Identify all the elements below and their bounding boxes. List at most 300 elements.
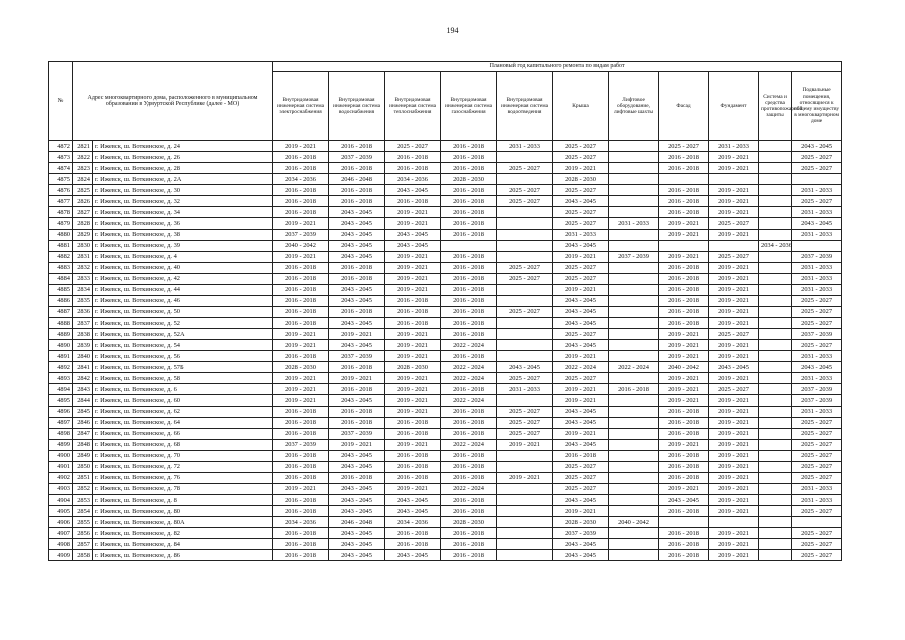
repair-period-cell: 2019 - 2021 — [709, 340, 759, 351]
address-cell: г. Ижевск, ш. Воткинское, д. 8 — [93, 495, 273, 506]
repair-period-cell: 2019 - 2021 — [709, 439, 759, 450]
row-number-cell: 4874 — [49, 163, 73, 174]
repair-period-cell: 2025 - 2027 — [497, 262, 553, 273]
repair-period-cell: 2016 - 2018 — [441, 251, 497, 262]
repair-period-cell: 2043 - 2045 — [792, 141, 842, 152]
table-row — [49, 251, 842, 262]
repair-period-cell: 2016 - 2018 — [659, 273, 709, 284]
repair-period-cell: 2025 - 2027 — [553, 152, 609, 163]
repair-period-cell: 2016 - 2018 — [329, 472, 385, 483]
row-number-cell: 4890 — [49, 340, 73, 351]
address-cell: г. Ижевск, ш. Воткинское, д. 60 — [93, 395, 273, 406]
repair-period-cell: 2043 - 2045 — [329, 229, 385, 240]
row-id-cell: 2845 — [73, 406, 93, 417]
repair-period-cell: 2019 - 2021 — [659, 395, 709, 406]
row-id-cell: 2853 — [73, 495, 93, 506]
address-cell: г. Ижевск, ш. Воткинское, д. 39 — [93, 240, 273, 251]
address-cell: г. Ижевск, ш. Воткинское, д. 42 — [93, 273, 273, 284]
repair-period-cell — [759, 141, 792, 152]
repair-period-cell: 2025 - 2027 — [792, 550, 842, 561]
row-id-cell: 2829 — [73, 229, 93, 240]
repair-period-cell: 2016 - 2018 — [659, 450, 709, 461]
repair-period-cell: 2022 - 2024 — [609, 362, 659, 373]
repair-period-cell — [609, 174, 659, 185]
repair-period-cell — [497, 395, 553, 406]
repair-period-cell: 2037 - 2039 — [792, 251, 842, 262]
row-number-cell: 4873 — [49, 152, 73, 163]
row-number-cell: 4889 — [49, 329, 73, 340]
repair-period-cell — [609, 417, 659, 428]
repair-period-cell — [759, 450, 792, 461]
row-id-cell: 2846 — [73, 417, 93, 428]
repair-period-cell: 2034 - 2036 — [273, 517, 329, 528]
table-row — [49, 229, 842, 240]
repair-period-cell: 2043 - 2045 — [792, 362, 842, 373]
repair-period-cell: 2016 - 2018 — [385, 472, 441, 483]
repair-period-cell: 2040 - 2042 — [659, 362, 709, 373]
repair-period-cell: 2019 - 2021 — [385, 284, 441, 295]
repair-period-cell: 2019 - 2021 — [385, 340, 441, 351]
address-cell: г. Ижевск, ш. Воткинское, д. 4 — [93, 251, 273, 262]
repair-period-cell: 2019 - 2021 — [497, 439, 553, 450]
address-cell: г. Ижевск, ш. Воткинское, д. 78 — [93, 483, 273, 494]
column-header-work-type: Внутридомовая инженерная система водоснабжения — [329, 72, 385, 141]
row-number-cell: 4893 — [49, 373, 73, 384]
row-id-cell: 2852 — [73, 483, 93, 494]
repair-period-cell: 2025 - 2027 — [792, 461, 842, 472]
repair-period-cell: 2028 - 2030 — [441, 174, 497, 185]
repair-period-cell: 2019 - 2021 — [709, 284, 759, 295]
repair-period-cell — [497, 174, 553, 185]
repair-period-cell: 2031 - 2033 — [792, 262, 842, 273]
repair-period-cell: 2043 - 2045 — [553, 550, 609, 561]
repair-period-cell: 2043 - 2045 — [329, 483, 385, 494]
repair-period-cell: 2037 - 2039 — [329, 351, 385, 362]
repair-period-cell: 2019 - 2021 — [385, 329, 441, 340]
column-header-work-type: Система и средства противопожарной защиты — [759, 72, 792, 141]
address-cell: г. Ижевск, ш. Воткинское, д. 62 — [93, 406, 273, 417]
repair-period-cell — [792, 240, 842, 251]
repair-period-cell: 2019 - 2021 — [273, 218, 329, 229]
repair-period-cell: 2028 - 2030 — [385, 362, 441, 373]
repair-period-cell: 2043 - 2045 — [553, 240, 609, 251]
repair-period-cell: 2019 - 2021 — [709, 539, 759, 550]
repair-period-cell — [709, 174, 759, 185]
repair-period-cell — [759, 262, 792, 273]
repair-period-cell: 2016 - 2018 — [273, 295, 329, 306]
repair-period-cell — [497, 450, 553, 461]
repair-period-cell: 2016 - 2018 — [329, 406, 385, 417]
repair-period-cell: 2037 - 2039 — [609, 251, 659, 262]
table-row — [49, 539, 842, 550]
table-row — [49, 395, 842, 406]
repair-period-cell: 2019 - 2021 — [709, 450, 759, 461]
repair-period-cell: 2016 - 2018 — [441, 461, 497, 472]
repair-period-cell — [497, 152, 553, 163]
repair-period-cell — [497, 550, 553, 561]
repair-period-cell — [759, 306, 792, 317]
repair-period-cell — [497, 351, 553, 362]
repair-period-cell: 2034 - 2036 — [385, 517, 441, 528]
table-row — [49, 362, 842, 373]
repair-period-cell: 2019 - 2021 — [553, 506, 609, 517]
row-id-cell: 2825 — [73, 185, 93, 196]
repair-period-cell: 2016 - 2018 — [659, 284, 709, 295]
repair-period-cell: 2019 - 2021 — [709, 273, 759, 284]
repair-period-cell: 2016 - 2018 — [659, 295, 709, 306]
repair-period-cell: 2031 - 2033 — [792, 373, 842, 384]
repair-period-cell — [659, 240, 709, 251]
repair-period-cell: 2016 - 2018 — [441, 273, 497, 284]
column-header-work-type: Фундамент — [709, 72, 759, 141]
column-header-work-type: Подвальные помещения, относящиеся к общему имуществу в многоквартирном доме — [792, 72, 842, 141]
repair-period-cell: 2043 - 2045 — [553, 306, 609, 317]
row-number-cell: 4905 — [49, 506, 73, 517]
repair-period-cell — [609, 284, 659, 295]
repair-period-cell: 2016 - 2018 — [385, 461, 441, 472]
repair-period-cell: 2016 - 2018 — [329, 141, 385, 152]
table-row — [49, 284, 842, 295]
table-row — [49, 472, 842, 483]
repair-period-cell: 2016 - 2018 — [659, 185, 709, 196]
repair-period-cell: 2034 - 2036 — [385, 174, 441, 185]
repair-period-cell: 2025 - 2027 — [792, 428, 842, 439]
repair-period-cell: 2016 - 2018 — [273, 152, 329, 163]
repair-period-cell: 2031 - 2033 — [792, 351, 842, 362]
repair-period-cell: 2025 - 2027 — [792, 196, 842, 207]
column-header-work-type: Внутридомовая инженерная система водоотведения — [497, 72, 553, 141]
row-id-cell: 2856 — [73, 528, 93, 539]
repair-period-cell — [609, 450, 659, 461]
repair-period-cell: 2016 - 2018 — [273, 318, 329, 329]
row-id-cell: 2824 — [73, 174, 93, 185]
row-number-cell: 4896 — [49, 406, 73, 417]
table-row — [49, 439, 842, 450]
repair-period-cell: 2016 - 2018 — [441, 229, 497, 240]
repair-period-cell: 2019 - 2021 — [385, 207, 441, 218]
repair-period-cell — [759, 406, 792, 417]
address-cell: г. Ижевск, ш. Воткинское, д. 6 — [93, 384, 273, 395]
repair-period-cell: 2019 - 2021 — [709, 196, 759, 207]
repair-period-cell: 2025 - 2027 — [553, 329, 609, 340]
address-cell: г. Ижевск, ш. Воткинское, д. 54 — [93, 340, 273, 351]
address-cell: г. Ижевск, ш. Воткинское, д. 24 — [93, 141, 273, 152]
repair-period-cell: 2016 - 2018 — [659, 539, 709, 550]
repair-period-cell: 2025 - 2027 — [792, 306, 842, 317]
column-header-work-type: Лифтовое оборудование, лифтовые шахты — [609, 72, 659, 141]
repair-period-cell: 2043 - 2045 — [497, 362, 553, 373]
repair-period-cell: 2043 - 2045 — [553, 295, 609, 306]
repair-period-cell: 2016 - 2018 — [273, 428, 329, 439]
repair-period-cell: 2016 - 2018 — [329, 196, 385, 207]
repair-period-cell: 2019 - 2021 — [659, 351, 709, 362]
repair-period-cell: 2016 - 2018 — [659, 196, 709, 207]
repair-period-cell: 2043 - 2045 — [329, 218, 385, 229]
repair-period-cell — [759, 528, 792, 539]
repair-period-cell: 2016 - 2018 — [659, 152, 709, 163]
row-id-cell: 2828 — [73, 218, 93, 229]
repair-period-cell: 2025 - 2027 — [497, 163, 553, 174]
address-cell: г. Ижевск, ш. Воткинское, д. 86 — [93, 550, 273, 561]
table-row — [49, 273, 842, 284]
repair-period-cell: 2019 - 2021 — [273, 395, 329, 406]
repair-period-cell — [609, 539, 659, 550]
repair-period-cell — [609, 318, 659, 329]
address-cell: г. Ижевск, ш. Воткинское, д. 2А — [93, 174, 273, 185]
row-id-cell: 2835 — [73, 295, 93, 306]
row-number-cell: 4883 — [49, 262, 73, 273]
repair-period-cell: 2019 - 2021 — [709, 417, 759, 428]
repair-period-cell: 2016 - 2018 — [609, 384, 659, 395]
repair-period-cell — [609, 461, 659, 472]
repair-period-cell — [759, 318, 792, 329]
repair-period-cell: 2016 - 2018 — [441, 218, 497, 229]
repair-period-cell: 2019 - 2021 — [553, 395, 609, 406]
row-number-cell: 4901 — [49, 461, 73, 472]
repair-period-cell: 2019 - 2021 — [659, 384, 709, 395]
table-row — [49, 163, 842, 174]
repair-period-cell: 2016 - 2018 — [273, 273, 329, 284]
repair-period-cell: 2043 - 2045 — [329, 450, 385, 461]
row-number-cell: 4888 — [49, 318, 73, 329]
repair-period-cell: 2043 - 2045 — [329, 495, 385, 506]
repair-period-cell: 2016 - 2018 — [441, 417, 497, 428]
repair-period-cell: 2019 - 2021 — [659, 439, 709, 450]
repair-period-cell: 2019 - 2021 — [385, 395, 441, 406]
repair-period-cell: 2019 - 2021 — [385, 262, 441, 273]
repair-period-cell: 2043 - 2045 — [329, 284, 385, 295]
repair-period-cell: 2016 - 2018 — [659, 406, 709, 417]
repair-period-cell — [759, 207, 792, 218]
repair-period-cell: 2031 - 2033 — [792, 229, 842, 240]
repair-period-cell: 2022 - 2024 — [441, 362, 497, 373]
repair-period-cell: 2043 - 2045 — [385, 495, 441, 506]
repair-period-cell: 2025 - 2027 — [709, 251, 759, 262]
table-row — [49, 318, 842, 329]
table-row — [49, 329, 842, 340]
repair-period-cell: 2019 - 2021 — [385, 218, 441, 229]
row-number-cell: 4880 — [49, 229, 73, 240]
address-cell: г. Ижевск, ш. Воткинское, д. 56 — [93, 351, 273, 362]
repair-period-cell: 2016 - 2018 — [385, 152, 441, 163]
repair-period-cell: 2019 - 2021 — [659, 229, 709, 240]
repair-period-cell: 2043 - 2045 — [385, 185, 441, 196]
repair-period-cell: 2025 - 2027 — [792, 318, 842, 329]
row-number-cell: 4885 — [49, 284, 73, 295]
repair-period-cell — [759, 517, 792, 528]
repair-period-cell: 2019 - 2021 — [385, 273, 441, 284]
repair-period-cell: 2019 - 2021 — [385, 406, 441, 417]
repair-period-cell: 2016 - 2018 — [273, 196, 329, 207]
repair-period-cell: 2016 - 2018 — [441, 384, 497, 395]
repair-period-cell — [609, 439, 659, 450]
repair-period-cell: 2019 - 2021 — [709, 550, 759, 561]
repair-period-cell — [609, 329, 659, 340]
repair-period-cell — [497, 240, 553, 251]
row-id-cell: 2822 — [73, 152, 93, 163]
address-cell: г. Ижевск, ш. Воткинское, д. 32 — [93, 196, 273, 207]
table-row — [49, 506, 842, 517]
repair-period-cell: 2031 - 2033 — [553, 229, 609, 240]
repair-period-cell: 2016 - 2018 — [441, 406, 497, 417]
repair-period-cell: 2025 - 2027 — [385, 141, 441, 152]
repair-period-cell: 2016 - 2018 — [659, 207, 709, 218]
repair-period-cell: 2019 - 2021 — [659, 373, 709, 384]
repair-period-cell: 2016 - 2018 — [273, 306, 329, 317]
repair-period-cell: 2025 - 2027 — [553, 472, 609, 483]
row-number-cell: 4892 — [49, 362, 73, 373]
repair-period-cell — [497, 318, 553, 329]
repair-period-cell — [609, 306, 659, 317]
repair-period-cell: 2016 - 2018 — [273, 185, 329, 196]
address-cell: г. Ижевск, ш. Воткинское, д. 58 — [93, 373, 273, 384]
repair-period-cell: 2019 - 2021 — [385, 251, 441, 262]
repair-period-cell: 2016 - 2018 — [441, 295, 497, 306]
address-cell: г. Ижевск, ш. Воткинское, д. 66 — [93, 428, 273, 439]
repair-period-cell: 2019 - 2021 — [709, 472, 759, 483]
repair-period-cell: 2034 - 2036 — [759, 240, 792, 251]
repair-period-cell: 2016 - 2018 — [385, 295, 441, 306]
row-id-cell: 2823 — [73, 163, 93, 174]
table-row — [49, 550, 842, 561]
row-number-cell: 4902 — [49, 472, 73, 483]
table-row — [49, 306, 842, 317]
repair-period-cell: 2025 - 2027 — [709, 218, 759, 229]
repair-period-cell: 2016 - 2018 — [441, 428, 497, 439]
repair-period-cell: 2025 - 2027 — [497, 373, 553, 384]
repair-period-cell: 2043 - 2045 — [329, 295, 385, 306]
repair-period-cell — [609, 340, 659, 351]
repair-period-cell: 2016 - 2018 — [659, 506, 709, 517]
table-body — [49, 141, 842, 561]
row-number-cell: 4907 — [49, 528, 73, 539]
repair-period-cell: 2019 - 2021 — [553, 384, 609, 395]
row-number-cell: 4875 — [49, 174, 73, 185]
row-id-cell: 2854 — [73, 506, 93, 517]
repair-period-cell: 2016 - 2018 — [441, 207, 497, 218]
repair-period-cell: 2019 - 2021 — [329, 373, 385, 384]
address-cell: г. Ижевск, ш. Воткинское, д. 57Б — [93, 362, 273, 373]
row-id-cell: 2836 — [73, 306, 93, 317]
repair-period-cell: 2016 - 2018 — [441, 306, 497, 317]
address-cell: г. Ижевск, ш. Воткинское, д. 68 — [93, 439, 273, 450]
repair-period-cell — [609, 428, 659, 439]
repair-period-cell: 2016 - 2018 — [441, 495, 497, 506]
address-cell: г. Ижевск, ш. Воткинское, д. 50 — [93, 306, 273, 317]
repair-period-cell: 2016 - 2018 — [273, 550, 329, 561]
repair-period-cell: 2019 - 2021 — [329, 329, 385, 340]
repair-period-cell: 2025 - 2027 — [497, 196, 553, 207]
row-id-cell: 2840 — [73, 351, 93, 362]
table-row — [49, 196, 842, 207]
repair-period-cell: 2016 - 2018 — [441, 539, 497, 550]
repair-period-cell: 2016 - 2018 — [441, 284, 497, 295]
repair-period-cell: 2025 - 2027 — [553, 461, 609, 472]
row-number-cell: 4887 — [49, 306, 73, 317]
repair-period-cell: 2037 - 2039 — [329, 152, 385, 163]
row-id-cell: 2826 — [73, 196, 93, 207]
repair-period-cell: 2037 - 2039 — [792, 329, 842, 340]
repair-period-cell — [759, 395, 792, 406]
repair-period-cell — [709, 240, 759, 251]
row-id-cell: 2849 — [73, 450, 93, 461]
table-row — [49, 483, 842, 494]
repair-period-cell: 2019 - 2021 — [329, 439, 385, 450]
repair-period-cell — [759, 251, 792, 262]
repair-period-cell: 2019 - 2021 — [709, 152, 759, 163]
repair-period-cell: 2019 - 2021 — [385, 351, 441, 362]
repair-period-cell: 2019 - 2021 — [553, 163, 609, 174]
repair-period-cell — [759, 384, 792, 395]
repair-period-cell: 2037 - 2039 — [792, 395, 842, 406]
address-cell: г. Ижевск, ш. Воткинское, д. 44 — [93, 284, 273, 295]
repair-period-cell: 2025 - 2027 — [497, 185, 553, 196]
address-cell: г. Ижевск, ш. Воткинское, д. 82 — [93, 528, 273, 539]
repair-period-cell — [497, 218, 553, 229]
repair-period-cell: 2019 - 2021 — [385, 373, 441, 384]
repair-period-cell: 2019 - 2021 — [553, 284, 609, 295]
repair-period-cell: 2019 - 2021 — [553, 351, 609, 362]
repair-period-cell: 2043 - 2045 — [385, 229, 441, 240]
repair-period-cell: 2019 - 2021 — [553, 428, 609, 439]
repair-period-cell — [759, 373, 792, 384]
table-row — [49, 340, 842, 351]
repair-period-cell — [497, 229, 553, 240]
repair-period-cell: 2016 - 2018 — [385, 196, 441, 207]
repair-period-cell: 2025 - 2027 — [792, 295, 842, 306]
repair-period-cell: 2022 - 2024 — [441, 439, 497, 450]
repair-period-cell: 2016 - 2018 — [659, 306, 709, 317]
repair-period-cell: 2016 - 2018 — [659, 472, 709, 483]
repair-period-cell — [759, 495, 792, 506]
repair-period-cell — [497, 284, 553, 295]
repair-period-cell: 2016 - 2018 — [441, 528, 497, 539]
repair-period-cell: 2037 - 2039 — [273, 439, 329, 450]
column-header-work-type: Крыша — [553, 72, 609, 141]
capital-repair-plan-table — [48, 61, 842, 561]
repair-period-cell: 2019 - 2021 — [385, 384, 441, 395]
repair-period-cell: 2019 - 2021 — [709, 262, 759, 273]
repair-period-cell: 2043 - 2045 — [553, 417, 609, 428]
repair-period-cell — [497, 517, 553, 528]
repair-period-cell: 2016 - 2018 — [441, 351, 497, 362]
repair-period-cell: 2022 - 2024 — [441, 483, 497, 494]
repair-period-cell: 2016 - 2018 — [273, 472, 329, 483]
address-cell: г. Ижевск, ш. Воткинское, д. 70 — [93, 450, 273, 461]
repair-period-cell: 2019 - 2021 — [709, 163, 759, 174]
table-row — [49, 428, 842, 439]
repair-period-cell: 2022 - 2024 — [441, 340, 497, 351]
repair-period-cell: 2016 - 2018 — [273, 450, 329, 461]
repair-period-cell: 2025 - 2027 — [497, 417, 553, 428]
repair-period-cell: 2025 - 2027 — [792, 340, 842, 351]
table-row — [49, 406, 842, 417]
repair-period-cell: 2019 - 2021 — [497, 472, 553, 483]
repair-period-cell: 2022 - 2024 — [441, 395, 497, 406]
repair-period-cell — [609, 528, 659, 539]
repair-period-cell: 2019 - 2021 — [709, 306, 759, 317]
repair-period-cell — [759, 472, 792, 483]
repair-period-cell — [609, 472, 659, 483]
row-number-cell: 4898 — [49, 428, 73, 439]
repair-period-cell: 2025 - 2027 — [553, 218, 609, 229]
repair-period-cell: 2019 - 2021 — [273, 340, 329, 351]
repair-period-cell: 2031 - 2033 — [792, 284, 842, 295]
repair-period-cell: 2019 - 2021 — [709, 461, 759, 472]
repair-period-cell: 2019 - 2021 — [709, 483, 759, 494]
repair-period-cell: 2025 - 2027 — [497, 406, 553, 417]
row-id-cell: 2847 — [73, 428, 93, 439]
